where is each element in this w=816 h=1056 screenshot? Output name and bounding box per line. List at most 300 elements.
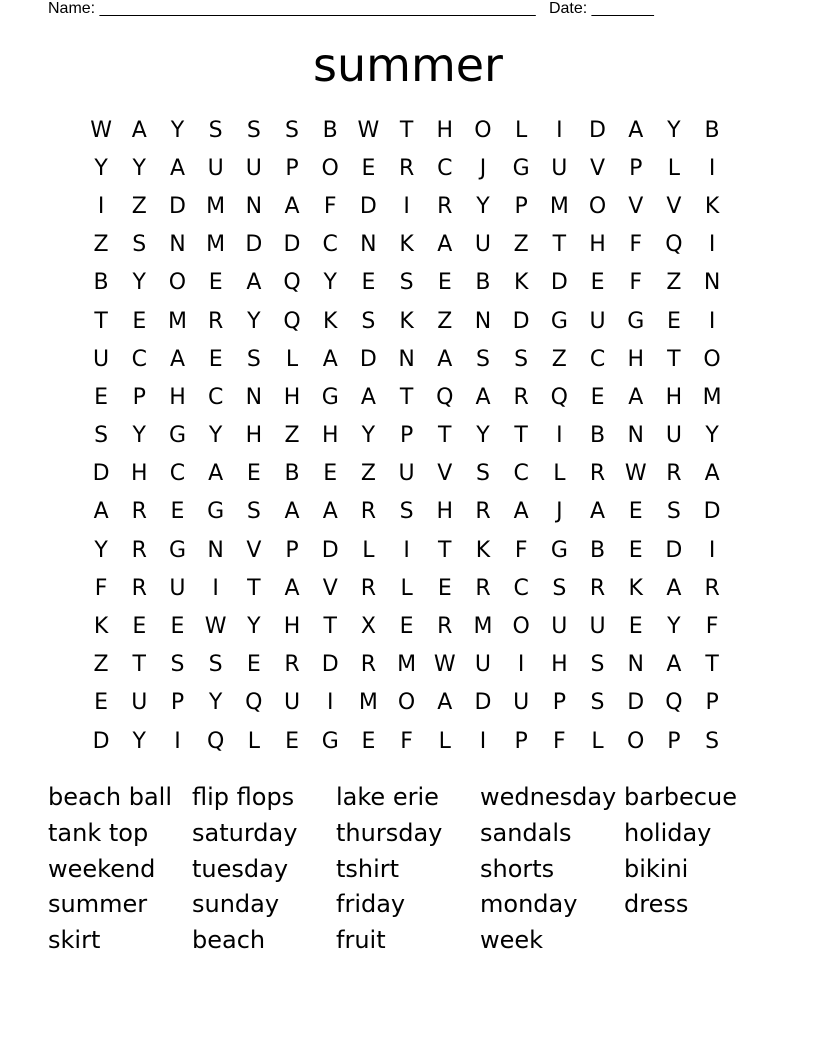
grid-letter[interactable]: Y [361,423,376,449]
grid-letter[interactable]: K [628,575,643,601]
grid-letter[interactable]: E [132,614,147,640]
grid-letter[interactable]: Y [476,193,490,219]
grid-letter[interactable]: A [93,499,109,525]
grid-letter[interactable]: D [321,652,339,678]
grid-letter[interactable]: R [666,461,682,487]
grid-letter[interactable]: A [628,117,644,143]
grid-letter[interactable]: F [400,728,413,754]
grid-letter[interactable]: Y [705,423,719,449]
grid-letter[interactable]: D [703,499,721,525]
grid-letter[interactable]: Y [208,690,223,716]
grid-letter[interactable]: P [132,384,146,410]
grid-letter[interactable]: R [398,155,415,181]
grid-letter[interactable]: R [131,537,147,563]
grid-letter[interactable]: W [433,652,456,678]
grid-letter[interactable]: I [326,690,334,716]
grid-letter[interactable]: T [705,652,719,678]
grid-letter[interactable]: D [589,117,606,143]
grid-letter[interactable]: L [438,728,451,754]
grid-letter[interactable]: L [553,461,566,487]
grid-letter[interactable]: D [92,728,110,754]
grid-letter[interactable]: A [360,384,376,410]
grid-letter[interactable]: U [169,575,186,601]
grid-letter[interactable]: T [667,346,681,372]
grid-letter[interactable]: F [514,537,528,563]
grid-letter[interactable]: A [666,575,682,601]
grid-letter[interactable]: H [589,232,606,258]
grid-letter[interactable]: G [168,537,186,563]
grid-letter[interactable]: H [627,346,644,372]
grid-letter[interactable]: Q [436,384,454,410]
grid-letter[interactable]: O [397,690,416,716]
grid-letter[interactable]: B [284,461,300,487]
grid-letter[interactable]: E [399,614,414,640]
grid-letter[interactable]: Q [245,690,263,716]
grid-letter[interactable]: G [321,728,339,754]
grid-letter[interactable]: T [399,117,414,143]
grid-letter[interactable]: T [132,652,146,678]
grid-letter[interactable]: Z [93,652,109,678]
grid-letter[interactable]: Z [513,232,529,258]
grid-letter[interactable]: Y [247,308,261,334]
word-list-item: saturday [192,818,298,847]
grid-letter[interactable]: T [399,384,414,410]
grid-letter[interactable]: D [359,346,377,372]
grid-letter[interactable]: W [357,117,380,143]
grid-letter[interactable]: N [245,193,263,219]
grid-letter[interactable]: N [703,270,721,296]
grid-letter[interactable]: Y [667,117,681,143]
word-list-item: tank top [48,818,149,847]
grid-letter[interactable]: M [358,690,378,716]
grid-letter[interactable]: V [437,461,453,487]
grid-letter[interactable]: I [556,117,563,143]
grid-letter[interactable]: P [514,193,528,219]
grid-letter[interactable]: G [512,155,530,181]
grid-letter[interactable]: S [246,499,261,525]
grid-letter[interactable]: S [475,461,490,487]
grid-letter[interactable]: R [704,575,720,601]
grid-letter[interactable]: F [629,232,643,258]
grid-letter[interactable]: Q [665,690,683,716]
grid-letter[interactable]: T [94,308,108,334]
grid-letter[interactable]: R [437,614,453,640]
grid-letter[interactable]: R [284,652,300,678]
grid-letter[interactable]: G [168,423,186,449]
grid-letter[interactable]: N [474,308,492,334]
grid-letter[interactable]: E [285,728,299,754]
grid-letter[interactable]: P [285,537,299,563]
grid-letter[interactable]: U [398,461,415,487]
grid-letter[interactable]: E [132,308,147,334]
grid-letter[interactable]: N [398,346,415,372]
grid-letter[interactable]: E [628,614,643,640]
grid-letter[interactable]: E [208,346,223,372]
header-line [48,0,748,20]
grid-letter[interactable]: Z [93,232,109,258]
grid-letter[interactable]: E [437,270,452,296]
grid-letter[interactable]: B [704,117,720,143]
grid-letter[interactable]: U [93,346,110,372]
grid-letter[interactable]: R [475,499,491,525]
grid-letter[interactable]: L [285,346,299,372]
grid-letter[interactable]: K [475,537,491,563]
grid-letter[interactable]: E [590,270,605,296]
grid-letter[interactable]: P [285,155,299,181]
grid-letter[interactable]: M [206,232,226,258]
grid-letter[interactable]: R [360,575,377,601]
grid-letter[interactable]: A [169,155,185,181]
grid-letter[interactable]: B [589,537,606,563]
grid-letter[interactable]: M [167,308,187,334]
grid-letter[interactable]: L [515,117,528,143]
grid-letter[interactable]: G [207,499,225,525]
grid-letter[interactable]: L [591,728,604,754]
grid-letter[interactable]: Q [283,308,301,334]
grid-letter[interactable]: V [666,193,682,219]
grid-letter[interactable]: R [131,499,147,525]
grid-letter[interactable]: S [246,117,261,143]
grid-letter[interactable]: F [553,728,566,754]
grid-letter[interactable]: L [362,537,375,563]
grid-letter[interactable]: Y [132,270,146,296]
word-list-item: fruit [336,926,386,955]
grid-letter[interactable]: E [361,270,376,296]
grid-letter[interactable]: A [322,499,338,525]
grid-letter[interactable]: T [247,575,261,601]
grid-letter[interactable]: I [708,155,716,181]
grid-letter[interactable]: N [627,652,644,678]
grid-letter[interactable]: S [246,346,261,372]
grid-letter[interactable]: C [207,384,224,410]
grid-letter[interactable]: B [93,270,109,296]
grid-letter[interactable]: Y [132,155,146,181]
grid-letter[interactable]: V [322,575,338,601]
grid-letter[interactable]: S [399,270,414,296]
grid-letter[interactable]: U [474,652,492,678]
grid-letter[interactable]: Y [208,423,223,449]
grid-letter[interactable]: U [245,155,262,181]
grid-letter[interactable]: Y [247,614,261,640]
grid-letter[interactable]: M [549,193,569,219]
grid-letter[interactable]: C [513,575,529,601]
grid-letter[interactable]: I [479,728,487,754]
grid-letter[interactable]: I [174,728,181,754]
grid-letter[interactable]: J [479,155,487,181]
grid-letter[interactable]: P [705,690,719,716]
grid-letter[interactable]: O [474,117,492,143]
grid-letter[interactable]: E [628,537,643,563]
grid-letter[interactable]: E [94,690,109,716]
grid-letter[interactable]: H [321,423,339,449]
grid-letter[interactable]: O [168,270,187,296]
grid-letter[interactable]: D [359,193,377,219]
grid-letter[interactable]: D [550,270,568,296]
grid-letter[interactable]: Z [284,423,300,449]
grid-letter[interactable]: F [94,575,108,601]
grid-letter[interactable]: O [703,346,721,372]
grid-letter[interactable]: R [131,575,147,601]
grid-letter[interactable]: T [438,537,452,563]
grid-letter[interactable]: Z [360,461,376,487]
word-list-item: week [480,926,544,955]
grid-letter[interactable]: N [245,384,263,410]
grid-letter[interactable]: A [437,346,453,372]
grid-letter[interactable]: S [94,423,109,449]
grid-letter[interactable]: R [589,461,606,487]
grid-letter[interactable]: D [321,537,339,563]
grid-letter[interactable]: Q [665,232,683,258]
grid-letter[interactable]: D [512,308,530,334]
grid-letter[interactable]: A [169,346,185,372]
word-list-item: beach [192,926,266,955]
grid-letter[interactable]: D [168,193,186,219]
grid-letter[interactable]: S [170,652,185,678]
name-field[interactable]: _________________________________________________ [99,0,536,17]
grid-letter[interactable]: P [667,728,681,754]
grid-letter[interactable]: E [361,155,376,181]
grid-letter[interactable]: M [206,193,226,219]
grid-letter[interactable]: R [208,308,224,334]
grid-letter[interactable]: Y [323,270,337,296]
grid-letter[interactable]: Z [131,193,147,219]
grid-letter[interactable]: T [552,232,567,258]
grid-letter[interactable]: S [705,728,720,754]
grid-letter[interactable]: I [708,232,716,258]
grid-letter[interactable]: W [90,117,112,143]
grid-letter[interactable]: A [475,384,491,410]
grid-letter[interactable]: S [590,690,605,716]
grid-letter[interactable]: Y [94,155,108,181]
grid-letter[interactable]: H [665,384,683,410]
grid-letter[interactable]: E [628,499,643,525]
grid-letter[interactable]: S [132,232,147,258]
grid-letter[interactable]: U [551,155,568,181]
date-field[interactable]: _______ [591,0,654,17]
grid-letter[interactable]: S [399,499,414,525]
grid-letter[interactable]: H [436,499,454,525]
grid-letter[interactable]: A [284,499,300,525]
grid-letter[interactable]: K [399,308,414,334]
grid-letter[interactable]: I [708,537,716,563]
grid-letter[interactable]: U [131,690,148,716]
grid-letter[interactable]: W [204,614,227,640]
grid-letter[interactable]: Y [132,728,146,754]
grid-letter[interactable]: C [437,155,453,181]
grid-letter[interactable]: T [514,423,528,449]
grid-letter[interactable]: P [629,155,643,181]
grid-letter[interactable]: Q [550,384,568,410]
grid-letter[interactable]: Z [551,346,567,372]
word-list-item: wednesday [480,783,617,811]
grid-letter[interactable]: T [323,614,337,640]
grid-letter[interactable]: R [437,193,453,219]
grid-letter[interactable]: N [169,232,186,258]
grid-letter[interactable]: D [283,232,301,258]
grid-letter[interactable]: C [513,461,529,487]
grid-letter[interactable]: U [589,308,606,334]
grid-letter[interactable]: M [397,652,417,678]
grid-letter[interactable]: L [667,155,681,181]
grid-letter[interactable]: R [475,575,491,601]
grid-letter[interactable]: C [322,232,338,258]
grid-letter[interactable]: S [208,117,223,143]
grid-letter[interactable]: U [665,423,682,449]
grid-letter[interactable]: Y [170,117,185,143]
grid-letter[interactable]: S [514,346,529,372]
grid-letter[interactable]: V [246,537,262,563]
grid-letter[interactable]: H [169,384,186,410]
grid-letter[interactable]: L [247,728,260,754]
grid-letter[interactable]: U [474,232,492,258]
grid-letter[interactable]: O [627,728,645,754]
grid-letter[interactable]: S [590,652,605,678]
grid-letter[interactable]: Y [667,614,681,640]
grid-letter[interactable]: Y [476,423,490,449]
grid-letter[interactable]: E [361,728,376,754]
grid-letter[interactable]: K [513,270,529,296]
grid-letter[interactable]: E [208,270,223,296]
grid-letter[interactable]: E [170,614,185,640]
grid-letter[interactable]: H [245,423,263,449]
grid-letter[interactable]: V [590,155,606,181]
grid-letter[interactable]: R [513,384,529,410]
grid-letter[interactable]: E [437,575,452,601]
grid-letter[interactable]: A [704,461,720,487]
grid-letter[interactable]: G [627,308,645,334]
grid-letter[interactable]: K [399,232,414,258]
grid-letter[interactable]: O [588,193,607,219]
grid-letter[interactable]: C [589,346,606,372]
grid-letter[interactable]: B [589,423,606,449]
grid-letter[interactable]: A [666,652,682,678]
grid-letter[interactable]: D [92,461,110,487]
grid-letter[interactable]: S [361,308,376,334]
grid-letter[interactable]: H [436,117,454,143]
grid-letter[interactable]: S [208,652,223,678]
grid-letter[interactable]: U [513,690,530,716]
grid-letter[interactable]: A [590,499,606,525]
grid-letter[interactable]: I [517,652,525,678]
grid-letter[interactable]: Z [666,270,682,296]
grid-letter[interactable]: Z [437,308,453,334]
grid-letter[interactable]: M [702,384,722,410]
grid-letter[interactable]: S [552,575,567,601]
grid-letter[interactable]: A [284,193,300,219]
grid-letter[interactable]: X [360,614,376,640]
grid-letter[interactable]: B [322,117,338,143]
grid-letter[interactable]: A [284,575,300,601]
grid-letter[interactable]: G [550,308,568,334]
word-list-item: bikini [624,854,689,883]
grid-letter[interactable]: C [131,346,147,372]
grid-letter[interactable]: K [93,614,109,640]
grid-letter[interactable]: R [360,652,377,678]
grid-letter[interactable]: N [627,423,644,449]
grid-letter[interactable]: C [169,461,186,487]
grid-letter[interactable]: A [322,346,338,372]
grid-letter[interactable]: Y [132,423,146,449]
grid-letter[interactable]: W [624,461,647,487]
grid-letter[interactable]: Q [283,270,301,296]
grid-letter[interactable]: H [283,384,301,410]
grid-letter[interactable]: O [512,614,530,640]
grid-letter[interactable]: T [438,423,452,449]
grid-letter[interactable]: E [94,384,109,410]
grid-letter[interactable]: A [513,499,529,525]
grid-letter[interactable]: K [704,193,720,219]
grid-letter[interactable]: A [628,384,644,410]
grid-letter[interactable]: L [400,575,413,601]
grid-letter[interactable]: E [170,499,185,525]
grid-letter[interactable]: I [708,308,716,334]
grid-letter[interactable]: U [589,614,606,640]
grid-letter[interactable]: A [208,461,224,487]
grid-letter[interactable]: U [207,155,224,181]
grid-letter[interactable]: U [283,690,301,716]
grid-letter[interactable]: H [131,461,148,487]
grid-letter[interactable]: P [399,423,414,449]
grid-letter[interactable]: R [360,499,377,525]
grid-letter[interactable]: E [323,461,338,487]
grid-letter[interactable]: S [475,346,490,372]
grid-letter[interactable]: P [514,728,528,754]
grid-letter[interactable]: I [403,537,410,563]
grid-letter[interactable]: S [666,499,681,525]
grid-letter[interactable]: A [437,232,453,258]
grid-letter[interactable]: A [131,117,147,143]
grid-letter[interactable]: P [552,690,566,716]
grid-letter[interactable]: Q [206,728,225,754]
grid-letter[interactable]: O [321,155,339,181]
grid-letter[interactable]: H [551,652,568,678]
grid-letter[interactable]: R [589,575,606,601]
grid-letter[interactable]: D [474,690,492,716]
grid-letter[interactable]: I [556,423,563,449]
grid-letter[interactable]: N [207,537,224,563]
grid-letter[interactable]: Y [94,537,108,563]
grid-letter[interactable]: S [285,117,300,143]
grid-letter[interactable]: B [475,270,491,296]
grid-letter[interactable]: A [437,690,453,716]
grid-letter[interactable]: J [556,499,563,525]
grid-letter[interactable]: M [473,614,493,640]
grid-letter[interactable]: D [665,537,683,563]
grid-letter[interactable]: E [590,384,605,410]
grid-letter[interactable]: D [245,232,263,258]
grid-letter[interactable]: D [627,690,645,716]
grid-letter[interactable]: E [246,461,261,487]
grid-letter[interactable]: E [666,308,681,334]
grid-letter[interactable]: F [705,614,719,640]
grid-letter[interactable]: I [403,193,410,219]
grid-letter[interactable]: I [97,193,105,219]
grid-letter[interactable]: U [551,614,568,640]
grid-letter[interactable]: P [170,690,185,716]
grid-letter[interactable]: K [323,308,338,334]
grid-letter[interactable]: E [246,652,261,678]
word-list-item: sunday [192,890,280,919]
grid-letter[interactable]: N [360,232,377,258]
grid-letter[interactable]: F [629,270,643,296]
grid-letter[interactable]: I [212,575,219,601]
grid-letter[interactable]: G [550,537,568,563]
grid-letter[interactable]: V [628,193,644,219]
grid-letter[interactable]: H [283,614,301,640]
grid-letter[interactable]: F [323,193,337,219]
grid-letter[interactable]: A [246,270,262,296]
grid-letter[interactable]: G [321,384,339,410]
